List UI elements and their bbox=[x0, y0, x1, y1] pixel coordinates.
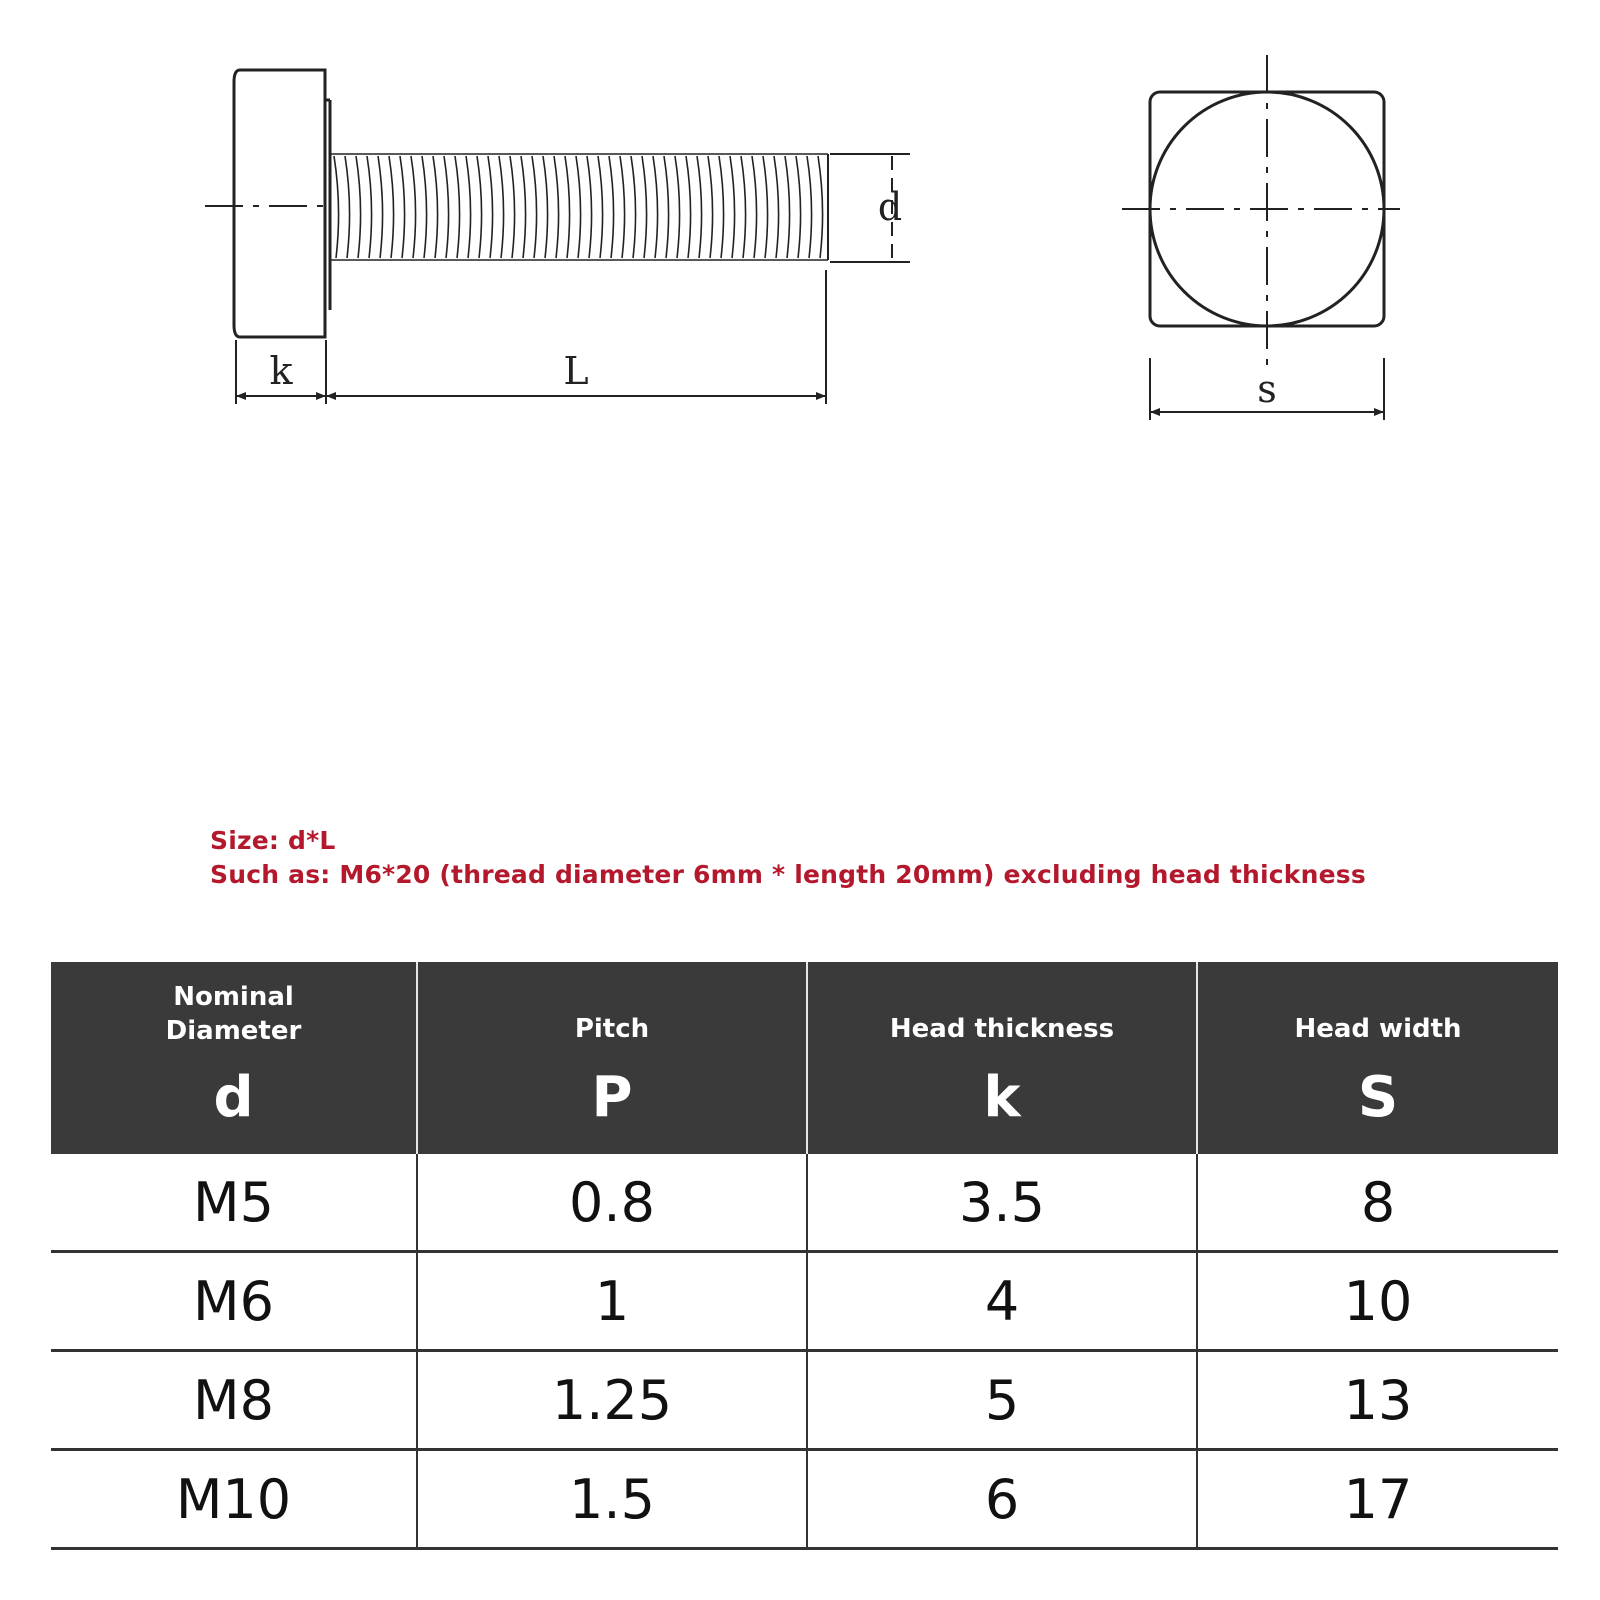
header-symbol: S bbox=[1357, 1065, 1399, 1130]
size-note: Size: d*L bbox=[210, 826, 336, 855]
thread-line bbox=[565, 156, 570, 258]
thread-line bbox=[642, 156, 647, 258]
thread-line bbox=[796, 156, 801, 258]
cell-head-thickness: 4 bbox=[807, 1252, 1197, 1351]
header-label: Pitch bbox=[574, 1014, 650, 1044]
thread-line bbox=[708, 156, 713, 258]
cell-head-thickness: 3.5 bbox=[807, 1154, 1197, 1252]
thread-line bbox=[598, 156, 603, 258]
screw-dimension-drawing bbox=[0, 0, 1600, 460]
thread-line bbox=[609, 156, 614, 258]
cell-head-thickness: 6 bbox=[807, 1450, 1197, 1549]
thread-line bbox=[499, 156, 504, 258]
cell-head-thickness: 5 bbox=[807, 1351, 1197, 1450]
thread-line bbox=[774, 156, 779, 258]
cell-pitch: 1.25 bbox=[417, 1351, 807, 1450]
header-symbol: d bbox=[213, 1065, 254, 1130]
thread-line bbox=[730, 156, 735, 258]
thread-line bbox=[752, 156, 757, 258]
thread-line bbox=[543, 156, 548, 258]
thread-line bbox=[741, 156, 746, 258]
header-label: Head width bbox=[1294, 1014, 1462, 1044]
thread-line bbox=[620, 156, 625, 258]
table-row bbox=[51, 1154, 1558, 1252]
thread-line bbox=[631, 156, 636, 258]
table-row bbox=[51, 1252, 1558, 1351]
thread-line bbox=[400, 156, 405, 258]
table-row bbox=[51, 1351, 1558, 1450]
thread-line bbox=[653, 156, 658, 258]
thread-line bbox=[367, 156, 372, 258]
thread-line bbox=[785, 156, 790, 258]
thread-line bbox=[664, 156, 669, 258]
thread-line bbox=[532, 156, 537, 258]
label-k: k bbox=[269, 349, 293, 393]
cell-pitch: 1 bbox=[417, 1252, 807, 1351]
screw-end-view bbox=[1122, 55, 1400, 370]
label-s: s bbox=[1257, 367, 1277, 411]
header-row bbox=[51, 962, 1558, 1154]
header-nominal-diameter bbox=[51, 962, 417, 1154]
thread-line bbox=[686, 156, 691, 258]
cell-diameter: M8 bbox=[51, 1351, 417, 1450]
header-label: Head thickness bbox=[889, 1014, 1115, 1044]
thread-line bbox=[521, 156, 526, 258]
thread-line bbox=[422, 156, 427, 258]
cell-head-width: 10 bbox=[1197, 1252, 1558, 1351]
thread-line bbox=[356, 156, 361, 258]
header-symbol: P bbox=[591, 1065, 633, 1130]
thread-line bbox=[763, 156, 768, 258]
thread-line bbox=[807, 156, 812, 258]
header-label: Nominal Diameter bbox=[165, 982, 302, 1046]
thread-line bbox=[719, 156, 724, 258]
header-symbol: k bbox=[983, 1065, 1021, 1130]
cell-diameter: M10 bbox=[51, 1450, 417, 1549]
dimension-table bbox=[51, 962, 1558, 1550]
label-l: L bbox=[563, 349, 589, 393]
thread-line bbox=[389, 156, 394, 258]
thread-line bbox=[378, 156, 383, 258]
label-d: d bbox=[877, 185, 903, 229]
thread-line bbox=[455, 156, 460, 258]
thread-line bbox=[818, 156, 823, 258]
cell-pitch: 1.5 bbox=[417, 1450, 807, 1549]
thread-line bbox=[334, 156, 339, 258]
cell-diameter: M5 bbox=[51, 1154, 417, 1252]
thread-line bbox=[411, 156, 416, 258]
table-row bbox=[51, 1450, 1558, 1549]
thread-line bbox=[697, 156, 702, 258]
example-note: Such as: M6*20 (thread diameter 6mm * length 20mm) excluding head thickness bbox=[210, 860, 1366, 889]
thread-line bbox=[587, 156, 592, 258]
cell-diameter: M6 bbox=[51, 1252, 417, 1351]
cell-pitch: 0.8 bbox=[417, 1154, 807, 1252]
screw-side-view bbox=[205, 70, 828, 337]
header-pitch bbox=[417, 962, 807, 1154]
cell-head-width: 13 bbox=[1197, 1351, 1558, 1450]
thread-line bbox=[433, 156, 438, 258]
thread-line bbox=[488, 156, 493, 258]
header-head-width bbox=[1197, 962, 1558, 1154]
thread-line bbox=[576, 156, 581, 258]
thread-line bbox=[345, 156, 350, 258]
thread-line bbox=[675, 156, 680, 258]
cell-head-width: 17 bbox=[1197, 1450, 1558, 1549]
thread-line bbox=[554, 156, 559, 258]
thread-body bbox=[334, 156, 823, 258]
thread-line bbox=[510, 156, 515, 258]
thread-line bbox=[477, 156, 482, 258]
cell-head-width: 8 bbox=[1197, 1154, 1558, 1252]
thread-line bbox=[466, 156, 471, 258]
header-head-thickness bbox=[807, 962, 1197, 1154]
thread-line bbox=[444, 156, 449, 258]
